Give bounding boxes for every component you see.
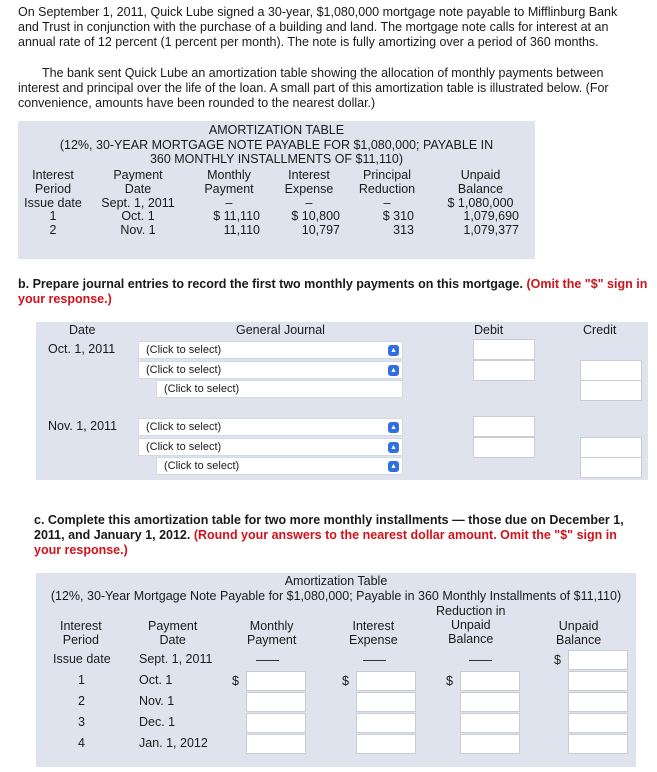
column-header: Principal Reduction — [358, 168, 416, 196]
entry-date: Nov. 1, 2011 — [48, 419, 118, 433]
monthly-payment-input[interactable] — [246, 713, 306, 733]
table-cell: – — [305, 195, 313, 210]
table-cell: – — [383, 195, 391, 210]
amortization-table-subtitle: (12%, 30-Year Mortgage Note Payable for $1,080,000; Payable in 360 Monthly Installments of $11,110) — [50, 589, 622, 603]
general-journal — [36, 322, 648, 480]
table-cell: 2 — [49, 223, 57, 238]
select-value: (Click to select) — [146, 441, 222, 453]
table-row — [18, 210, 535, 224]
row-date: Dec. 1 — [139, 715, 176, 729]
credit-input[interactable] — [580, 437, 642, 458]
select-value: (Click to select) — [146, 344, 222, 356]
journal-header-debit: Debit — [474, 323, 504, 337]
part-c-instructions — [34, 513, 644, 558]
dollar-sign: $ — [342, 674, 349, 688]
table-cell: 11,110 — [223, 223, 260, 238]
column-header: Interest Expense — [284, 168, 334, 196]
credit-input[interactable] — [580, 360, 642, 381]
unpaid-balance-input[interactable] — [568, 734, 628, 754]
part-c-note: (Round your answers to the nearest dollar amount. Omit the "$" sign in your response.) — [34, 528, 617, 557]
principal-reduction-input[interactable] — [460, 671, 520, 691]
principal-reduction-input[interactable] — [460, 692, 520, 712]
table-cell: Oct. 1 — [121, 209, 155, 224]
part-c-text: c. Complete this amortization table for two more monthly installments — those due on December 1, 2011, and January 1, 2012. — [34, 513, 624, 542]
row-date: Oct. 1 — [139, 673, 173, 687]
part-b-note: (Omit the "$" sign in your response.) — [18, 277, 648, 306]
select-arrows-icon: ▲ — [388, 461, 399, 472]
select-arrows-icon: ▲ — [388, 442, 399, 453]
amortization-table-input — [36, 573, 636, 767]
debit-input[interactable] — [473, 360, 535, 381]
dollar-sign: $ — [232, 674, 239, 688]
select-value: (Click to select) — [146, 421, 222, 433]
part-b-text: b. Prepare journal entries to record the first two monthly payments on this mortgage. — [18, 277, 523, 291]
account-select[interactable] — [156, 380, 403, 398]
column-header: Interest Period — [60, 619, 102, 647]
column-header: Reduction in Unpaid Balance — [436, 604, 506, 646]
column-header: Interest Period — [32, 168, 74, 196]
select-arrows-icon: ▲ — [388, 422, 399, 433]
monthly-payment-input[interactable] — [246, 734, 306, 754]
column-header: Monthly Payment — [204, 168, 254, 196]
credit-input[interactable] — [580, 380, 642, 401]
row-period: 1 — [78, 673, 85, 687]
principal-reduction-input[interactable] — [460, 734, 520, 754]
intro-paragraph-2: The bank sent Quick Lube an amortization table showing the allocation of monthly payments between interest and principal over the life of the loan. A small part of this amortization table is illustrated below. (For convenience, amounts have been rounded to the nearest dollar.) — [18, 66, 609, 110]
select-value: (Click to select) — [146, 364, 222, 376]
table-cell: $ 310 — [382, 209, 414, 224]
amortization-table-title: Amortization Table — [284, 574, 388, 588]
amortization-table-given — [18, 121, 535, 259]
column-header: Payment Date — [148, 619, 198, 647]
interest-expense-input[interactable] — [356, 734, 416, 754]
journal-header-general-journal: General Journal — [236, 323, 325, 337]
part-b-instructions — [18, 277, 648, 307]
interest-expense-input[interactable] — [356, 671, 416, 691]
table-cell: – — [225, 195, 233, 210]
interest-expense-input[interactable] — [356, 713, 416, 733]
row-date: Sept. 1, 2011 — [139, 652, 213, 666]
intro-paragraph-1: On September 1, 2011, Quick Lube signed a 30-year, $1,080,000 mortgage note payable to Mifflinburg Bank and Trust in conjunction with the purchase of a building and land. The mortgage note calls for interest at an annual rate of 12 percent (1 percent per month). The note is fully amortizing over a period of 360 months. — [18, 5, 618, 49]
principal-reduction-input[interactable] — [460, 713, 520, 733]
table-cell: 313 — [393, 223, 414, 238]
row-period: Issue date — [53, 652, 111, 666]
account-select[interactable] — [138, 438, 403, 456]
column-header: Interest Expense — [349, 619, 398, 647]
unpaid-balance-input[interactable] — [568, 692, 628, 712]
unpaid-balance-input[interactable] — [568, 713, 628, 733]
credit-input[interactable] — [580, 457, 642, 478]
dollar-sign: $ — [446, 674, 453, 688]
dash — [363, 660, 386, 661]
unpaid-balance-input[interactable] — [568, 650, 628, 670]
journal-header-date: Date — [69, 323, 96, 337]
row-date: Jan. 1, 2012 — [139, 736, 208, 750]
table-cell: 1,079,377 — [463, 223, 519, 238]
row-date: Nov. 1 — [139, 694, 175, 708]
amortization-table-subtitle-2: 360 MONTHLY INSTALLMENTS OF $11,110) — [149, 152, 404, 166]
amortization-table-grid — [18, 169, 535, 238]
entry-date: Oct. 1, 2011 — [48, 342, 116, 356]
debit-input[interactable] — [473, 339, 535, 360]
column-header: Monthly Payment — [247, 619, 297, 647]
column-header: Unpaid Balance — [556, 619, 602, 647]
monthly-payment-input[interactable] — [246, 692, 306, 712]
dash — [469, 660, 492, 661]
interest-expense-input[interactable] — [356, 692, 416, 712]
table-row — [18, 197, 535, 211]
debit-input[interactable] — [473, 416, 535, 437]
select-arrows-icon: ▲ — [388, 345, 399, 356]
select-value: (Click to select) — [164, 460, 240, 472]
row-period: 3 — [78, 715, 85, 729]
journal-header-credit: Credit — [583, 323, 617, 337]
table-cell: 1,079,690 — [463, 209, 519, 224]
table-cell: Issue date — [24, 195, 82, 210]
table-cell: 1 — [49, 209, 57, 224]
table-cell: 10,797 — [301, 223, 340, 238]
table-cell: $ 10,800 — [291, 209, 340, 224]
select-arrows-icon: ▲ — [388, 365, 399, 376]
column-header: Payment Date — [113, 168, 163, 196]
select-value: (Click to select) — [164, 383, 240, 395]
amortization-table-title: AMORTIZATION TABLE — [208, 123, 345, 137]
table-cell: Nov. 1 — [120, 223, 156, 238]
row-period: 4 — [78, 736, 85, 750]
row-period: 2 — [78, 694, 85, 708]
column-header: Unpaid Balance — [457, 168, 504, 196]
dash — [256, 660, 279, 661]
amortization-table-subtitle-1: (12%, 30-YEAR MORTGAGE NOTE PAYABLE FOR $1,080,000; PAYABLE IN — [59, 137, 494, 152]
account-select[interactable] — [138, 341, 403, 359]
table-header-row — [18, 169, 535, 197]
table-cell: $ 11,110 — [213, 209, 260, 224]
table-cell: $ 1,080,000 — [447, 195, 514, 210]
monthly-payment-input[interactable] — [246, 671, 306, 691]
debit-input[interactable] — [473, 437, 535, 458]
account-select[interactable] — [138, 418, 403, 436]
account-select[interactable] — [138, 361, 403, 379]
table-cell: Sept. 1, 2011 — [101, 195, 175, 210]
unpaid-balance-input[interactable] — [568, 671, 628, 691]
dollar-sign: $ — [554, 653, 561, 667]
account-select[interactable] — [156, 457, 403, 475]
table-row — [18, 224, 535, 238]
